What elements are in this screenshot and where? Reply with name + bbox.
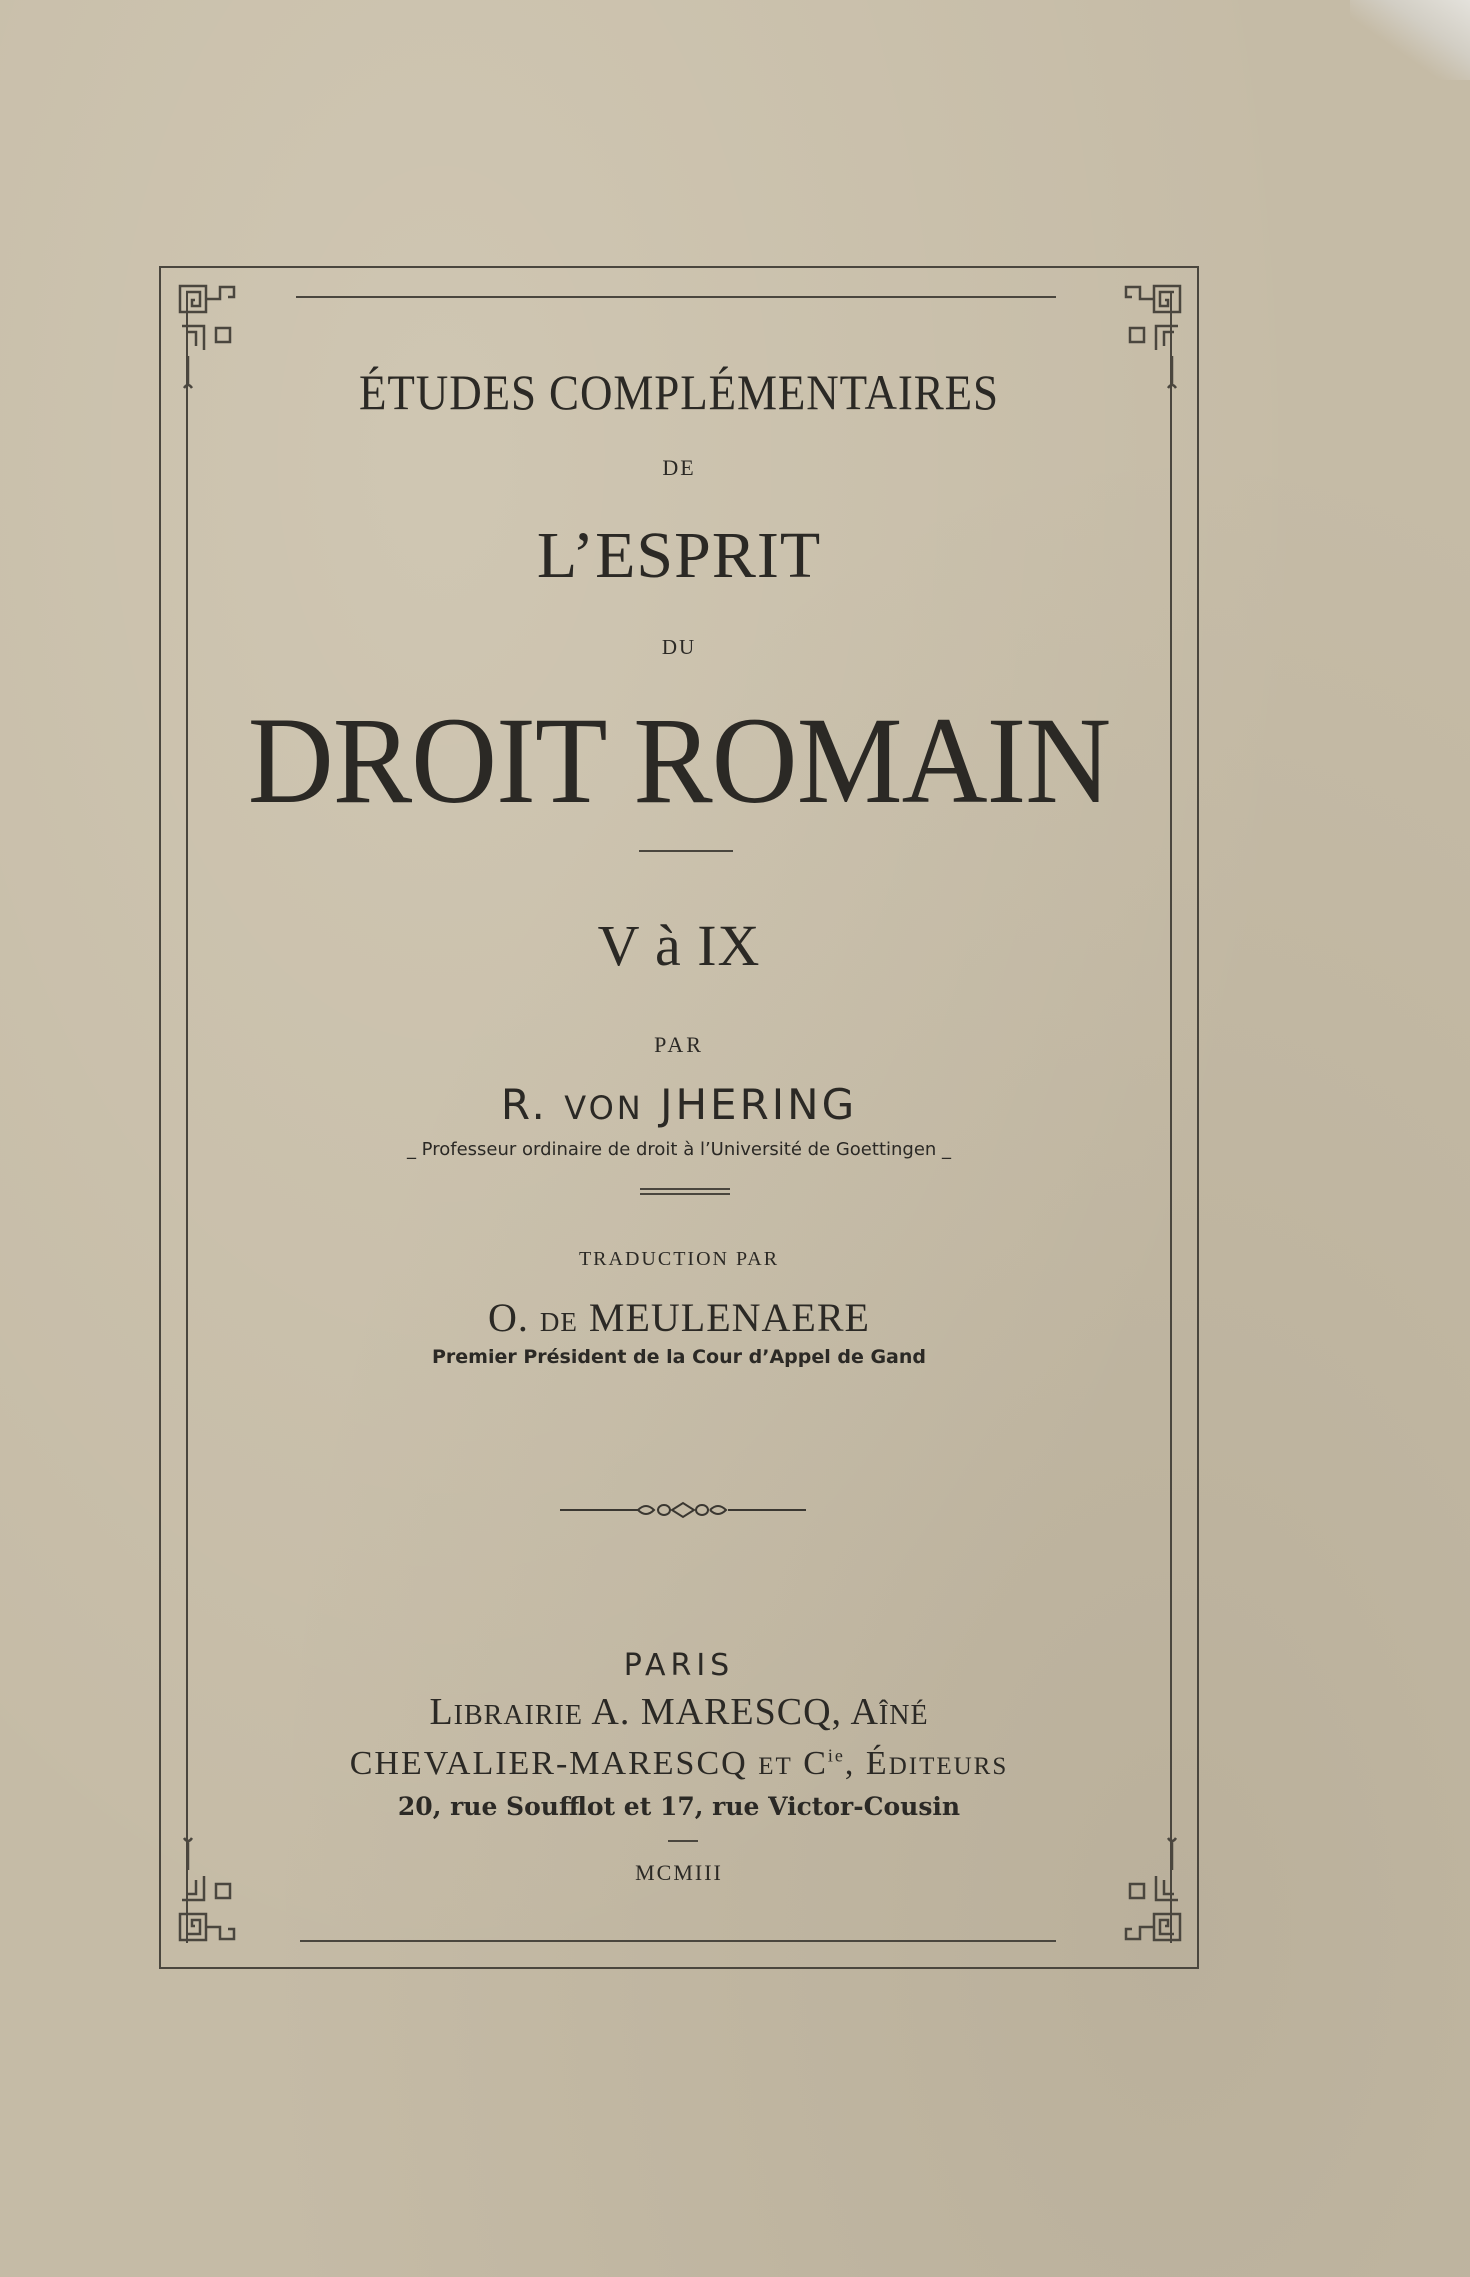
- translator-name: [186, 1294, 1172, 1341]
- publisher2-editeurs: DITEURS: [888, 1753, 1009, 1780]
- imprint-publisher: [186, 1690, 1172, 1734]
- publisher-name: A. MARESCQ,: [591, 1691, 843, 1733]
- translator-title: Premier Président de la Cour d’Appel de Gand: [431, 1346, 927, 1368]
- imprint-publisher-2: [186, 1745, 1172, 1783]
- author-par: PAR: [654, 1032, 704, 1057]
- author-particle: VON: [564, 1089, 644, 1127]
- title-divider: [639, 850, 733, 852]
- publisher2-et: ET: [758, 1753, 793, 1780]
- publisher-initial-l: L: [429, 1691, 454, 1733]
- publisher-smallcaps-ibrairie: IBRAIRIE: [453, 1700, 583, 1731]
- translator-label: TRADUCTION PAR: [578, 1248, 780, 1270]
- imprint-address: 20, rue Soufflot et 17, rue Victor-Cousin: [397, 1792, 961, 1821]
- publisher2-e: , É: [844, 1745, 889, 1782]
- bottom-border-rule: [300, 1940, 1056, 1942]
- corner-ornament-top-left: [178, 282, 244, 402]
- title-line-etudes: ÉTUDES COMPLÉMENTAIRES: [359, 364, 999, 420]
- title-connector-du: DU: [661, 635, 697, 659]
- publisher2-cie: C: [803, 1745, 828, 1782]
- title-line-esprit: L’ESPRIT: [536, 519, 822, 592]
- year-divider: [668, 1840, 698, 1842]
- imprint-year: MCMIII: [635, 1860, 723, 1885]
- decorative-ornament: [560, 1498, 806, 1522]
- imprint-city: PARIS: [623, 1648, 735, 1683]
- top-border-rule: [296, 296, 1056, 298]
- publisher-smallcaps-ine: ÎNÉ: [878, 1700, 929, 1731]
- author-title: _ Professeur ordinaire de droit à l’Université de Goettingen _: [406, 1139, 952, 1160]
- title-connector-de: DE: [662, 455, 696, 480]
- author-initial: R.: [500, 1080, 548, 1129]
- publisher2-name: CHEVALIER-MARESCQ: [349, 1745, 748, 1782]
- corner-ornament-top-right: [1116, 282, 1182, 402]
- title-line-droit-romain: DROIT ROMAIN: [247, 692, 1111, 829]
- publisher-initial-a: A: [850, 1691, 879, 1733]
- author-divider-bottom: [640, 1193, 730, 1195]
- author-divider-top: [640, 1188, 730, 1190]
- author-name: [186, 1080, 1172, 1129]
- author-surname: JHERING: [660, 1080, 858, 1129]
- translator-particle: DE: [539, 1307, 578, 1337]
- publisher2-cie-sup: ie: [827, 1745, 845, 1766]
- volume-range: V à IX: [597, 913, 761, 978]
- torn-page-corner: [1350, 0, 1470, 80]
- translator-surname: MEULENAERE: [588, 1295, 870, 1340]
- translator-initial: O.: [488, 1295, 529, 1340]
